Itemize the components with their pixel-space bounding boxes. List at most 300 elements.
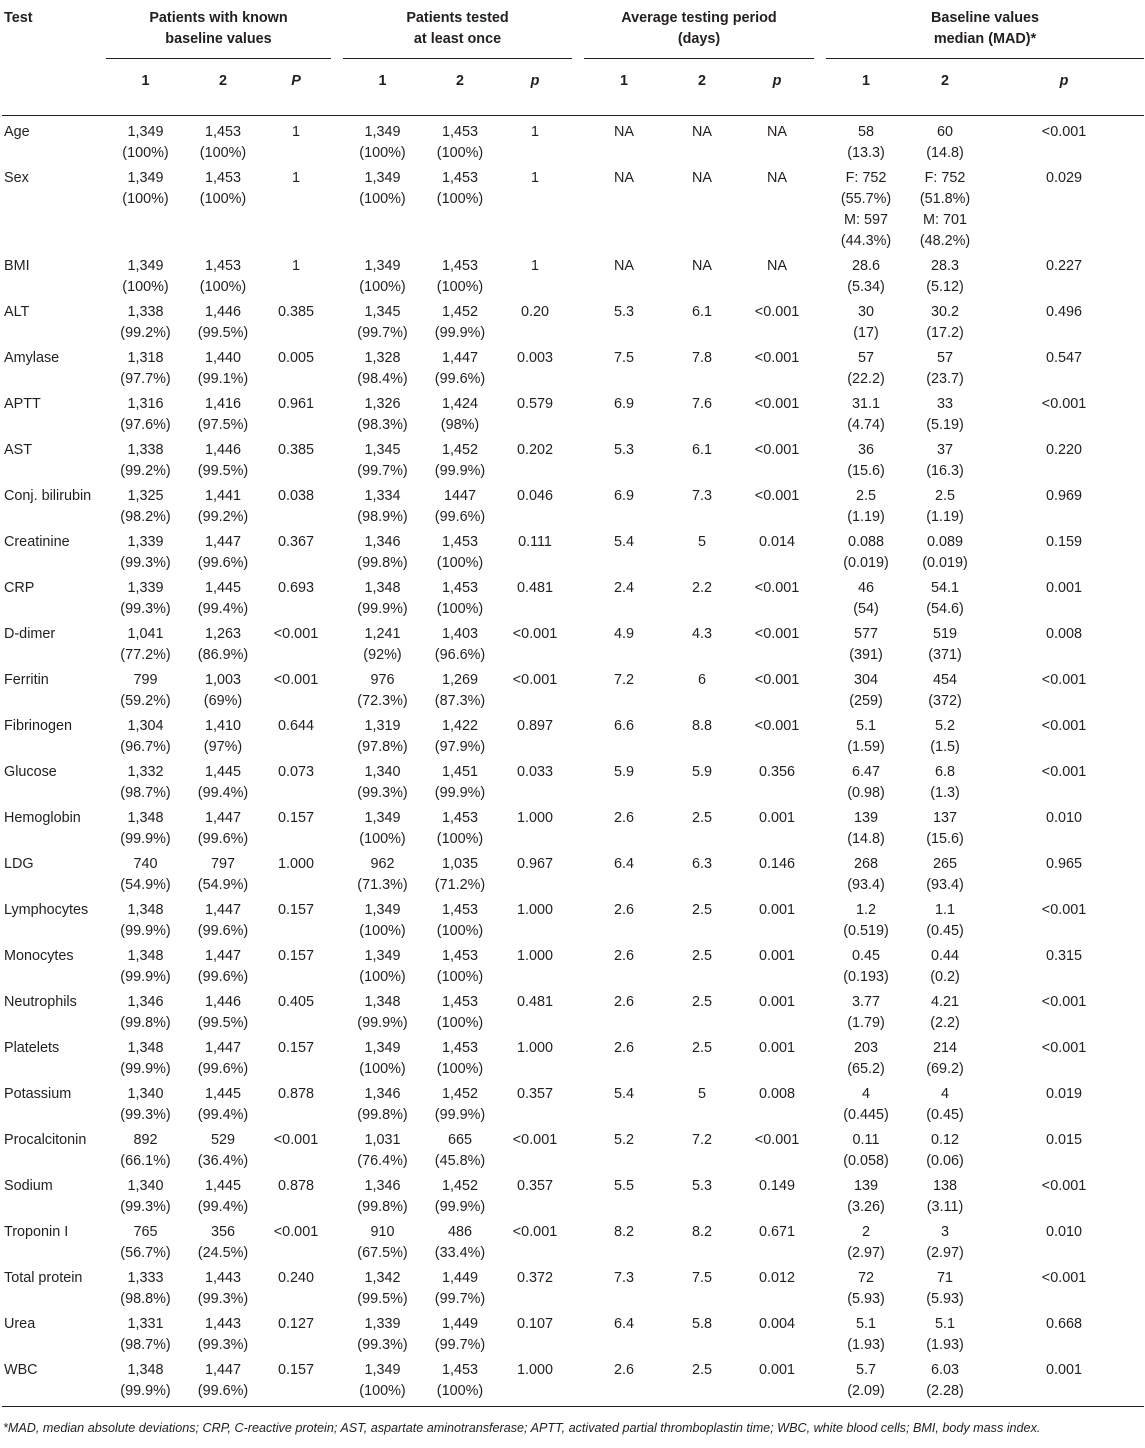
- cell-line: (99.3%): [197, 1337, 249, 1353]
- table-cell: [185, 1038, 261, 1084]
- cell-line: 1,452: [441, 442, 478, 458]
- table-row: [2, 946, 1144, 992]
- table-cell: [740, 1268, 814, 1314]
- table-cell: [664, 1314, 740, 1360]
- cell-line: (92%): [363, 647, 402, 663]
- cell-line: 0.001: [759, 902, 796, 918]
- cell-line: 0.668: [1046, 1316, 1083, 1332]
- cell-line: 2.5: [691, 810, 712, 826]
- table-cell: [906, 486, 984, 532]
- cell-line: 5.8: [691, 1316, 712, 1332]
- cell-line: (2.28): [926, 1383, 964, 1399]
- table-cell: [261, 116, 331, 168]
- table-row: [2, 762, 1144, 808]
- table-cell: [106, 578, 185, 624]
- table-cell: [906, 1176, 984, 1222]
- cell-line: (66.1%): [120, 1153, 171, 1169]
- cell-line: (0.193): [843, 969, 889, 985]
- cell-line: <0.001: [273, 1132, 319, 1148]
- cell-line: 6.6: [613, 718, 634, 734]
- cell-line: (100%): [436, 1383, 484, 1399]
- table-row: [2, 532, 1144, 578]
- cell-line: 1,447: [204, 1362, 241, 1378]
- table-cell: [422, 1360, 498, 1407]
- table-cell: [984, 1130, 1144, 1176]
- cell-line: <0.001: [1041, 124, 1087, 140]
- cell-line: 0.019: [1046, 1086, 1083, 1102]
- cell-line: 71: [937, 1270, 954, 1286]
- cell-line: 892: [133, 1132, 158, 1148]
- table-cell: [498, 670, 572, 716]
- table-cell: [498, 1268, 572, 1314]
- cell-line: (100%): [359, 191, 406, 207]
- cell-line: 0.878: [277, 1086, 314, 1102]
- table-cell: [664, 394, 740, 440]
- cell-line: 0.496: [1046, 304, 1083, 320]
- table-cell: [343, 716, 422, 762]
- cell-line: 0.961: [277, 396, 314, 412]
- table-cell: [498, 808, 572, 854]
- table-cell: [826, 808, 906, 854]
- table-cell: [826, 168, 906, 256]
- cell-line: 1,349: [364, 1362, 401, 1378]
- cell-line: 1,445: [204, 764, 241, 780]
- cell-line: 1: [530, 258, 539, 274]
- cell-line: 31.1: [852, 396, 881, 412]
- table-cell: [826, 440, 906, 486]
- table-cell: [664, 256, 740, 302]
- table-cell: [740, 624, 814, 670]
- table-row: [2, 900, 1144, 946]
- cell-line: (13.3): [847, 145, 885, 161]
- cell-line: 1,326: [364, 396, 401, 412]
- cell-line: <0.001: [754, 626, 800, 642]
- cell-line: (99.7%): [434, 1337, 486, 1353]
- table-cell: [343, 624, 422, 670]
- cell-line: 0.001: [1046, 580, 1083, 596]
- cell-line: (100%): [436, 1061, 484, 1077]
- table-cell: [984, 900, 1144, 946]
- cell-line: 0.481: [516, 580, 553, 596]
- table-row: [2, 624, 1144, 670]
- cell-line: 1,440: [204, 350, 241, 366]
- cell-line: (100%): [199, 279, 247, 295]
- table-cell: [185, 302, 261, 348]
- table-cell: [740, 1314, 814, 1360]
- cell-line: <0.001: [512, 672, 558, 688]
- table-cell: [984, 486, 1144, 532]
- table-cell: [984, 670, 1144, 716]
- cell-line: (99.9%): [434, 325, 486, 341]
- cell-line: (99.9%): [434, 785, 486, 801]
- cell-line: 2.6: [613, 1040, 634, 1056]
- table-cell: [498, 302, 572, 348]
- cell-line: (99.3%): [120, 601, 171, 617]
- table-cell: [984, 168, 1144, 256]
- cell-line: 1,446: [204, 442, 241, 458]
- cell-line: <0.001: [754, 718, 800, 734]
- table-cell: [906, 348, 984, 394]
- cell-line: 4: [941, 1086, 950, 1102]
- cell-line: 3.77: [852, 994, 881, 1010]
- table-cell: [740, 808, 814, 854]
- cell-line: (5.19): [926, 417, 964, 433]
- cell-line: NA: [767, 258, 787, 274]
- cell-line: <0.001: [512, 626, 558, 642]
- table-cell: [422, 302, 498, 348]
- cell-line: NA: [614, 258, 634, 274]
- cell-line: 30.2: [931, 304, 960, 320]
- table-cell: [984, 716, 1144, 762]
- cell-line: (99.9%): [120, 831, 171, 847]
- table-cell: [984, 116, 1144, 168]
- cell-line: (1.19): [926, 509, 964, 525]
- cell-line: 1,340: [127, 1178, 164, 1194]
- cell-line: 1,241: [364, 626, 401, 642]
- cell-line: 577: [854, 626, 879, 642]
- table-cell: [185, 1084, 261, 1130]
- cell-line: 0.088: [848, 534, 885, 550]
- cell-line: 1,453: [204, 124, 241, 140]
- table-cell: [343, 1360, 422, 1407]
- cell-line: (99.3%): [120, 1199, 171, 1215]
- table-cell: [664, 486, 740, 532]
- cell-line: 0.010: [1046, 810, 1083, 826]
- row-test-name: Conj. bilirubin: [4, 488, 92, 504]
- cell-line: (54): [853, 601, 879, 617]
- cell-line: 0.897: [516, 718, 553, 734]
- cell-line: M: 701: [923, 212, 968, 228]
- header-group-testing-period: Average testing period (days): [621, 10, 777, 47]
- cell-line: 0.157: [277, 1040, 314, 1056]
- cell-line: 1,453: [441, 534, 478, 550]
- table-cell: [261, 624, 331, 670]
- table-cell: [584, 1314, 664, 1360]
- cell-line: 0.967: [516, 856, 553, 872]
- cell-line: 1,340: [127, 1086, 164, 1102]
- table-cell: [185, 808, 261, 854]
- cell-line: 529: [210, 1132, 235, 1148]
- cell-line: 6.47: [852, 764, 881, 780]
- table-cell: [106, 1130, 185, 1176]
- table-cell: [984, 1268, 1144, 1314]
- table-cell: [343, 256, 422, 302]
- table-cell: [422, 946, 498, 992]
- cell-line: 1,332: [127, 764, 164, 780]
- cell-line: (97.5%): [197, 417, 249, 433]
- cell-line: 0.965: [1046, 856, 1083, 872]
- cell-line: 1,349: [364, 902, 401, 918]
- cell-line: 1,349: [364, 258, 401, 274]
- cell-line: 5: [697, 534, 706, 550]
- cell-line: <0.001: [1041, 764, 1087, 780]
- cell-line: 1,445: [204, 1086, 241, 1102]
- subcol-header: P: [291, 73, 301, 89]
- cell-line: 1,453: [204, 258, 241, 274]
- table-cell: [664, 1360, 740, 1407]
- cell-line: (0.98): [847, 785, 885, 801]
- cell-line: 2.6: [613, 810, 634, 826]
- cell-line: (96.7%): [120, 739, 171, 755]
- table-cell: [584, 578, 664, 624]
- cell-line: (14.8): [926, 145, 964, 161]
- cell-line: (4.74): [847, 417, 885, 433]
- cell-line: (98.4%): [357, 371, 408, 387]
- table-cell: [664, 116, 740, 168]
- cell-line: (99.6%): [434, 371, 486, 387]
- cell-line: (97.6%): [120, 417, 171, 433]
- cell-line: 5.7: [856, 1362, 877, 1378]
- table-cell: [664, 1176, 740, 1222]
- table-cell: [422, 578, 498, 624]
- cell-line: 1.000: [516, 902, 553, 918]
- cell-line: 4.9: [613, 626, 634, 642]
- cell-line: M: 597: [844, 212, 889, 228]
- cell-line: 0.11: [852, 1132, 880, 1148]
- cell-line: (0.2): [930, 969, 960, 985]
- table-cell: [185, 486, 261, 532]
- cell-line: <0.001: [1041, 1178, 1087, 1194]
- cell-line: 268: [854, 856, 879, 872]
- cell-line: 0.008: [1046, 626, 1083, 642]
- table-cell: [261, 670, 331, 716]
- cell-line: (2.09): [847, 1383, 885, 1399]
- cell-line: <0.001: [1041, 718, 1087, 734]
- cell-line: 1,452: [441, 1086, 478, 1102]
- cell-line: (67.5%): [357, 1245, 408, 1261]
- table-cell: [422, 1268, 498, 1314]
- subcol-header: 1: [378, 73, 387, 89]
- cell-line: <0.001: [1041, 1040, 1087, 1056]
- cell-line: 1: [530, 124, 539, 140]
- cell-line: 1,041: [127, 626, 164, 642]
- table-cell: [906, 256, 984, 302]
- cell-line: (15.6): [847, 463, 885, 479]
- table-cell: [106, 808, 185, 854]
- cell-line: 1,345: [364, 304, 401, 320]
- cell-line: (3.11): [926, 1199, 964, 1215]
- cell-line: (33.4%): [434, 1245, 486, 1261]
- table-cell: [106, 348, 185, 394]
- cell-line: 1,446: [204, 994, 241, 1010]
- table-cell: [664, 854, 740, 900]
- cell-line: 0.45: [852, 948, 881, 964]
- table-cell: [261, 578, 331, 624]
- cell-line: 665: [447, 1132, 472, 1148]
- cell-line: (99.9%): [357, 601, 408, 617]
- cell-line: 6.9: [613, 396, 634, 412]
- table-cell: [343, 946, 422, 992]
- cell-line: 356: [210, 1224, 235, 1240]
- cell-line: <0.001: [273, 1224, 319, 1240]
- cell-line: 1,316: [127, 396, 164, 412]
- table-cell: [984, 1084, 1144, 1130]
- table-cell: [906, 808, 984, 854]
- table-cell: [106, 394, 185, 440]
- cell-line: 1,447: [204, 902, 241, 918]
- cell-line: 46: [858, 580, 875, 596]
- cell-line: 976: [370, 672, 395, 688]
- table-cell: [826, 394, 906, 440]
- cell-line: (56.7%): [120, 1245, 171, 1261]
- cell-line: 1,031: [364, 1132, 401, 1148]
- cell-line: 6: [697, 672, 706, 688]
- table-cell: [106, 1360, 185, 1407]
- cell-line: 6.9: [613, 488, 634, 504]
- table-cell: [106, 762, 185, 808]
- cell-line: 0.001: [759, 810, 796, 826]
- table-cell: [261, 762, 331, 808]
- table-cell: [584, 116, 664, 168]
- cell-line: 0.240: [277, 1270, 314, 1286]
- cell-line: <0.001: [512, 1132, 558, 1148]
- cell-line: 1,328: [364, 350, 401, 366]
- cell-line: 1,453: [204, 170, 241, 186]
- row-test-name: Sodium: [4, 1178, 53, 1194]
- table-cell: [185, 578, 261, 624]
- cell-line: (1.59): [847, 739, 885, 755]
- cell-line: 910: [370, 1224, 395, 1240]
- cell-line: <0.001: [1041, 396, 1087, 412]
- cell-line: 0.671: [759, 1224, 796, 1240]
- table-cell: [185, 992, 261, 1038]
- cell-line: (3.26): [847, 1199, 885, 1215]
- table-cell: [584, 1360, 664, 1407]
- cell-line: (99.5%): [197, 463, 249, 479]
- cell-line: 5.2: [935, 718, 956, 734]
- cell-line: (100%): [436, 279, 484, 295]
- cell-line: 4.21: [931, 994, 960, 1010]
- table-cell: [740, 670, 814, 716]
- cell-line: 2.5: [691, 1362, 712, 1378]
- cell-line: 0.202: [516, 442, 553, 458]
- table-cell: [740, 1084, 814, 1130]
- cell-line: 1,446: [204, 304, 241, 320]
- cell-line: 0.157: [277, 902, 314, 918]
- table-cell: [498, 168, 572, 256]
- table-cell: [906, 1222, 984, 1268]
- cell-line: (0.058): [843, 1153, 889, 1169]
- table-cell: [826, 992, 906, 1038]
- cell-line: <0.001: [1041, 902, 1087, 918]
- table-cell: [740, 900, 814, 946]
- cell-line: 1,447: [204, 1040, 241, 1056]
- cell-line: 740: [133, 856, 158, 872]
- table-cell: [906, 1038, 984, 1084]
- cell-line: (371): [928, 647, 962, 663]
- table-cell: [740, 116, 814, 168]
- row-test-name: Glucose: [4, 764, 57, 780]
- cell-line: 7.2: [691, 1132, 712, 1148]
- table-cell: [584, 946, 664, 992]
- table-cell: [498, 532, 572, 578]
- cell-line: (65.2): [847, 1061, 885, 1077]
- cell-line: 1.000: [516, 1040, 553, 1056]
- row-test-name: Hemoglobin: [4, 810, 81, 826]
- cell-line: (93.4): [926, 877, 964, 893]
- table-cell: [584, 1222, 664, 1268]
- cell-line: 1,349: [127, 258, 164, 274]
- table-cell: [106, 992, 185, 1038]
- table-cell: [826, 486, 906, 532]
- table-cell: [664, 1130, 740, 1176]
- table-cell: [422, 762, 498, 808]
- cell-line: 1.000: [516, 810, 553, 826]
- cell-line: 7.8: [691, 350, 712, 366]
- table-cell: [664, 716, 740, 762]
- cell-line: NA: [614, 170, 634, 186]
- cell-line: (5.34): [847, 279, 885, 295]
- subcol-header: 2: [941, 73, 950, 89]
- table-cell: [584, 716, 664, 762]
- table-cell: [906, 762, 984, 808]
- cell-line: 1,349: [364, 948, 401, 964]
- cell-line: 5.3: [691, 1178, 712, 1194]
- cell-line: 0.001: [1046, 1362, 1083, 1378]
- table-cell: [422, 1038, 498, 1084]
- cell-line: 5.1: [856, 1316, 877, 1332]
- cell-line: 1447: [443, 488, 476, 504]
- cell-line: 137: [933, 810, 958, 826]
- cell-line: 486: [447, 1224, 472, 1240]
- table-cell: [343, 532, 422, 578]
- cell-line: (100%): [436, 191, 484, 207]
- table-cell: [740, 1176, 814, 1222]
- table-cell: [740, 762, 814, 808]
- table-cell: [906, 1314, 984, 1360]
- cell-line: (100%): [359, 923, 406, 939]
- cell-line: 0.357: [516, 1086, 553, 1102]
- cell-line: 0.579: [516, 396, 553, 412]
- table-cell: [185, 256, 261, 302]
- cell-line: (0.019): [922, 555, 968, 571]
- table-cell: [984, 348, 1144, 394]
- table-row: [2, 348, 1144, 394]
- table-cell: [106, 532, 185, 578]
- cell-line: 0.315: [1046, 948, 1083, 964]
- cell-line: 33: [937, 396, 954, 412]
- cell-line: 139: [854, 810, 879, 826]
- table-cell: [185, 1222, 261, 1268]
- table-cell: [422, 1130, 498, 1176]
- cell-line: 1,410: [204, 718, 241, 734]
- cell-line: 0.001: [759, 1362, 796, 1378]
- cell-line: (93.4): [847, 877, 885, 893]
- cell-line: 1,403: [441, 626, 478, 642]
- cell-line: 0.146: [759, 856, 796, 872]
- cell-line: (97.9%): [434, 739, 486, 755]
- cell-line: 37: [937, 442, 954, 458]
- cell-line: (100%): [436, 969, 484, 985]
- cell-line: NA: [614, 124, 634, 140]
- cell-line: 2.4: [613, 580, 634, 596]
- cell-line: (100%): [436, 601, 484, 617]
- cell-line: NA: [767, 170, 787, 186]
- row-test-name: Sex: [4, 170, 29, 186]
- cell-line: 0.012: [759, 1270, 796, 1286]
- table-cell: [906, 1130, 984, 1176]
- cell-line: (2.97): [926, 1245, 964, 1261]
- table-cell: [664, 440, 740, 486]
- table-cell: [498, 716, 572, 762]
- cell-line: 0.878: [277, 1178, 314, 1194]
- cell-line: 1,449: [441, 1270, 478, 1286]
- table-cell: [664, 1084, 740, 1130]
- table-cell: [826, 578, 906, 624]
- cell-line: 1,338: [127, 442, 164, 458]
- cell-line: (1.79): [847, 1015, 885, 1031]
- cell-line: 5.1: [856, 718, 877, 734]
